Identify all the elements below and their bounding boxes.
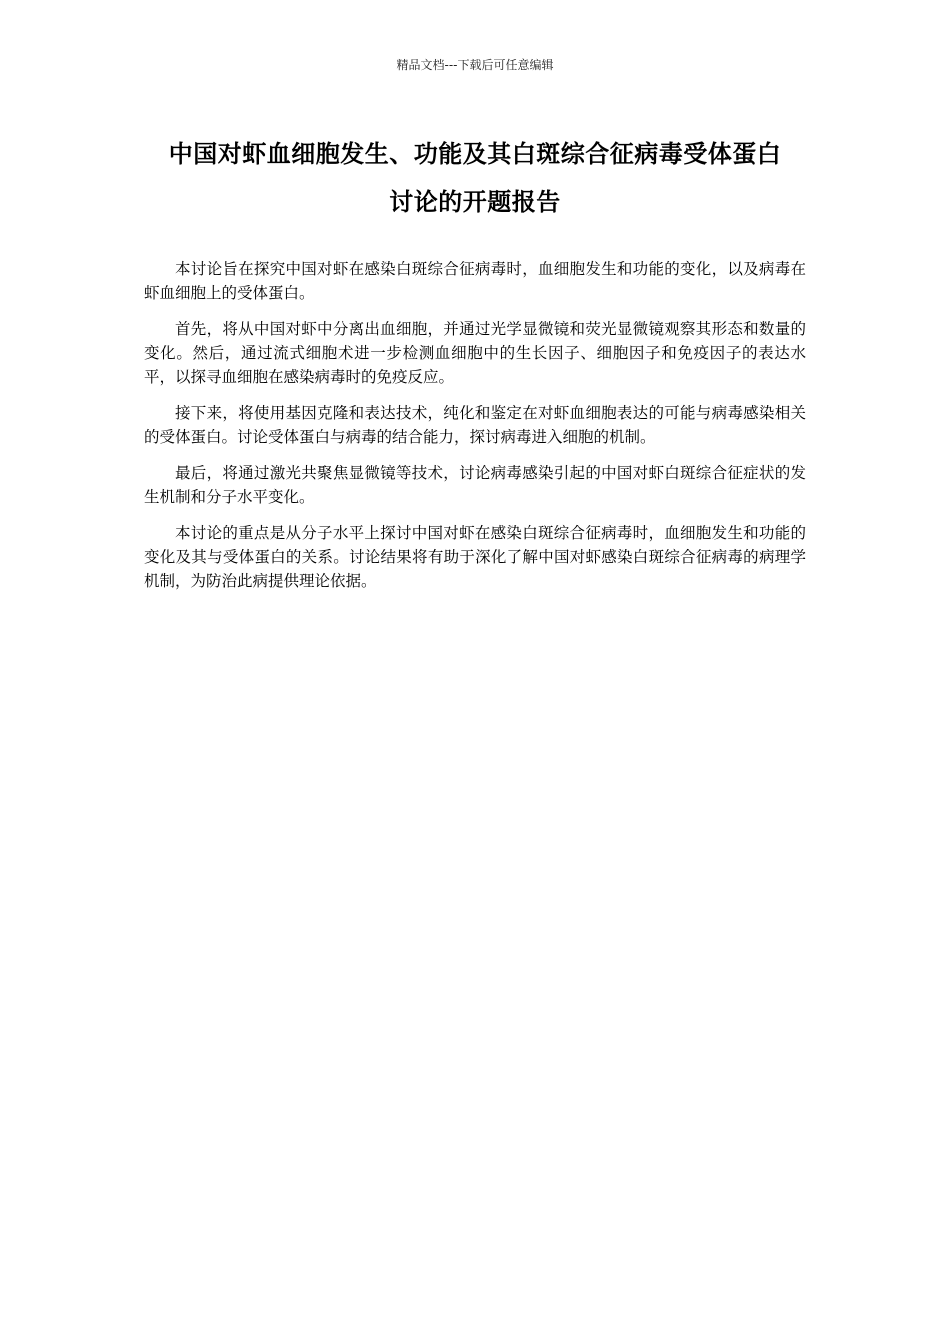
page-header: 精品文档---下载后可任意编辑 — [396, 58, 554, 72]
paragraph-5: 本讨论的重点是从分子水平上探讨中国对虾在感染白斑综合征病毒时，血细胞发生和功能的变化及其与受体蛋白的关系。讨论结果将有助于深化了解中国对虾感染白斑综合征病毒的病理学机制，为防治此病提供理论依据。 — [144, 524, 806, 590]
title-line-1: 中国对虾血细胞发生、功能及其白斑综合征病毒受体蛋白 — [168, 140, 782, 168]
paragraph-1: 本讨论旨在探究中国对虾在感染白斑综合征病毒时，血细胞发生和功能的变化，以及病毒在虾血细胞上的受体蛋白。 — [144, 260, 806, 302]
document-title — [140, 130, 810, 226]
title-line-2: 讨论的开题报告 — [389, 188, 561, 216]
paragraph-3: 接下来，将使用基因克隆和表达技术，纯化和鉴定在对虾血细胞表达的可能与病毒感染相关的受体蛋白。讨论受体蛋白与病毒的结合能力，探讨病毒进入细胞的机制。 — [144, 404, 806, 446]
paragraph-4: 最后，将通过激光共聚焦显微镜等技术，讨论病毒感染引起的中国对虾白斑综合征症状的发生机制和分子水平变化。 — [144, 464, 806, 506]
paragraph-2: 首先，将从中国对虾中分离出血细胞，并通过光学显微镜和荧光显微镜观察其形态和数量的变化。然后，通过流式细胞术进一步检测血细胞中的生长因子、细胞因子和免疫因子的表达水平，以探寻血细胞在感染病毒时的免疫反应。 — [144, 320, 806, 386]
document-body — [144, 257, 806, 605]
